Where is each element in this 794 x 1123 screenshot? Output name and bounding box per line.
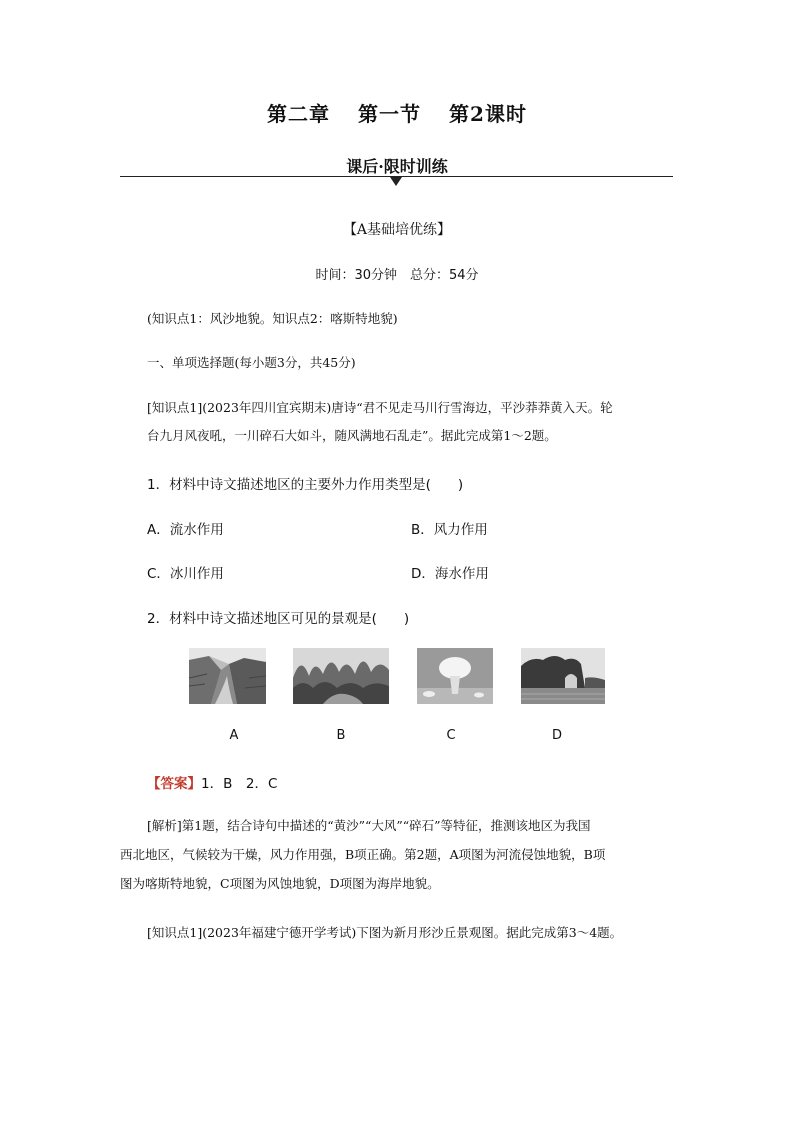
image-label-b: B xyxy=(336,728,346,743)
landscape-image-b xyxy=(293,648,389,704)
time-info: 时间：30分钟 总分：54分 xyxy=(315,268,479,283)
part-heading: 一、单项选择题(每小题3分，共45分) xyxy=(147,355,356,370)
answer-text: 1．B 2．C xyxy=(201,776,278,792)
triangle-marker-icon xyxy=(390,177,402,186)
passage-2-line-1: [知识点1](2023年福建宁德开学考试)下图为新月形沙丘景观图。据此完成第3～4题。 xyxy=(147,925,623,940)
landscape-image-c xyxy=(417,648,493,704)
page-title xyxy=(0,98,794,127)
knowledge-points: (知识点1：风沙地貌。知识点2：喀斯特地貌) xyxy=(147,311,398,326)
analysis-line-1: [解析]第1题，结合诗句中描述的“黄沙”“大风”“碎石”等特征，推测该地区为我国 xyxy=(147,818,591,833)
question-1-option-d: D．海水作用 xyxy=(411,566,489,582)
answer-tag: 【答案】 xyxy=(147,776,201,792)
image-label-c: C xyxy=(446,728,456,743)
question-1-option-b: B．风力作用 xyxy=(411,522,488,538)
question-1-option-a: A．流水作用 xyxy=(147,522,224,538)
section-heading: 【A基础培优练】 xyxy=(342,222,452,238)
chapter-label: 第二章 xyxy=(267,102,331,126)
passage-1-line-2: 台九月风夜吼，一川碎石大如斗，随风满地石乱走”。据此完成第1～2题。 xyxy=(147,428,557,443)
analysis-line-2: 西北地区，气候较为干燥，风力作用强，B项正确。第2题，A项图为河流侵蚀地貌，B项 xyxy=(120,847,606,862)
image-label-d: D xyxy=(551,728,562,743)
question-1-option-c: C．冰川作用 xyxy=(147,566,224,582)
landscape-image-a xyxy=(189,648,266,704)
passage-1-line-1: [知识点1](2023年四川宜宾期末)唐诗“君不见走马川行雪海边，平沙莽莽黄入天。轮 xyxy=(147,400,613,415)
landscape-image-d xyxy=(521,648,605,704)
question-2-stem: 2．材料中诗文描述地区可见的景观是( ) xyxy=(147,611,410,627)
image-label-a: A xyxy=(229,728,239,743)
lesson-label: 第2课时 xyxy=(449,102,527,126)
section-label: 第一节 xyxy=(358,102,422,126)
page-subtitle: 课后·限时训练 xyxy=(346,157,448,176)
analysis-line-3: 图为喀斯特地貌，C项图为风蚀地貌，D项图为海岸地貌。 xyxy=(120,876,440,891)
question-1-stem: 1．材料中诗文描述地区的主要外力作用类型是( ) xyxy=(147,477,464,493)
answer-line xyxy=(147,772,277,792)
